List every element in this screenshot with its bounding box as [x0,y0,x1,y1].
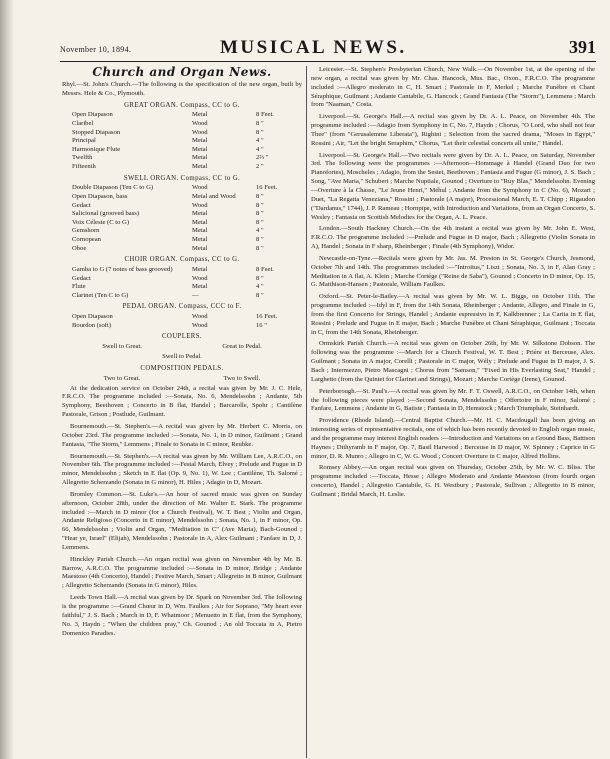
left-recital-reports [62,385,302,639]
stop-pitch: 4 " [256,145,264,153]
stop-pitch: 8 Feet. [256,265,274,273]
stop-pitch: 16 " [256,321,267,329]
rhyl-intro: Rhyl.—St. John's Church.—The following is the specification of the new organ, built by Messrs. Hele & Co., Plymouth. [62,80,302,97]
column-divider [306,66,307,758]
stop-name: Double Diapason (Ten C to G) [72,184,154,192]
recital-report: Providence (Rhode Island).—Central Baptist Church.—Mr. H. C. Macdougall has been giving an interesting series of representative recitals, one of which has been recently devoted to English organ music, and the programme may interest English readers :—Introduction and Variations on a Ground Bass, Battison Haynes ; Dithyramb in F major, Op. 7, Basil Harwood ; Berceuse in D major, W. Spinney ; Caprice in G minor, D. R. Munro ; Allegro in C, W. G. Wood ; Concert Overture in C major, Alfred Hollins. [311,417,595,460]
stop-row [72,120,292,129]
recital-report: Romsey Abbey.—An organ recital was given on Thursday, October 25th, by Mr. W. C. Bliss. The programme included :—Toccata, Hesse ; Allegro Moderato and Andante Maestoso (from fourth organ concerto), Handel ; Allegretto Cantabile, G. H. Westbury ; Pastorale, Sullivan ; Allegretto in B minor, Guilmant ; Bridal March, H. Leslie. [311,464,595,498]
stop-row [72,202,292,211]
recital-report: Newcastle-on-Tyne.—Recitals were given by Mr. Jas. M. Preston in St. George's Church, Jesmond, October 7th and 14th. The programmes included :—"Introitus," Liszt ; Sonata, No. 3, in F, Alan Gray ; Meditation in A flat, A. Klein ; Marche Cortége ("Reine de Saba"), Gounod ; Concerto in D minor, Op. 15, G. Matthison-Hansen ; Pastorale, William Faulkes. [311,254,595,289]
recital-report: Leeds Town Hall.—A recital was given by Dr. Spark on November 3rd. The following is the programme :—Grand Chœur in D, Wm. Faulkes ; Air for Soprano, "My heart ever faithful," J. S. Bach ; March in D, F. Whatmoor ; Menuetto in E flat, from the Symphony, No. 3, Haydn ; "When the children pray," Ch. Gounod ; An old Toccata in A, Pietro Domenico Paradies. [62,594,302,637]
coupler-item: Swell to Great. [102,343,142,351]
stop-pitch: 8 " [256,128,264,136]
stop-material: Metal [192,145,208,153]
stop-material: Metal [192,218,208,226]
couplers-title: COUPLERS. [161,333,203,341]
stop-row [72,193,292,202]
stop-pitch: 4 " [256,227,264,235]
right-column [311,66,595,503]
stop-material: Wood [192,274,208,282]
couplers-row [62,353,302,362]
stop-name: Cornopean [72,235,101,243]
stop-row [72,313,292,322]
recital-report: Bournemouth.—St. Stephen's.—A recital was given by Mr. William Lee, A.R.C.O., on November 6th. The programme included :—Festal March, Elvey ; Prelude and Fugue in D minor, Mendelssohn ; Sketch in E flat (Op. 9, No. 1), W. Lee ; Cantilène, Th. Salomé ; Allegretto Scherzando (Sonata in G minor), H. Hiles ; Adagio in D, Mozart. [62,452,302,487]
recital-report: Liverpool.—St. George's Hall.—A recital was given by Dr. A. L. Peace, on November 4th. The programme included :—Adagio from Symphony in C, No. 7, Haydn ; Chorus, "O Lord, who shall not fear Thee" (from "Gerusalemme Liberata"), Righini ; Selection from the sacred drama, "Moses in Egypt," Rossini ; Air, "Let the bright Seraphim," Chorus, "Let their celestial concerts all unite," Handel. [311,113,595,147]
stop-row [72,236,292,245]
stop-pitch: 4 " [256,137,264,145]
recital-report: Liverpool.—St. George's Hall.—Two recitals were given by Dr. A. L. Peace, on Saturday, November 3rd. The following were the programmes :—Afternoon—Hommage à Handel (Grand Duo for two Pianofortes), Moscheles ; Adagio, from the Sestet, Beethoven ; Fantasia and Fugue (G minor), J. S. Bach ; Song, "Ave Maria," Schubert ; Marche Nuptiale, Gounod ; Overture to "Ruy Blas," Mendelssohn. Evening—Overture à la Chasse, "Le Jeune Henri," Méhul ; Andante from the Symphony in C (No. 6), Mozart ; Duet, "La Regatta Veneziana," Rossini ; Pastorale (A major), Processional March, E. T. Chipp ; Rigaudon ("Dardanus," 1744), J. P. Rameau ; Hornpipe, with Introduction and Variations, from an Organ Concerto, S. Wesley ; Fantasia on Scottish Melodies for the Organ, A. L. Peace. [311,151,595,221]
stop-name: Voix Céleste (C to G) [72,218,130,226]
couplers-row [62,343,302,352]
stop-pitch: 8 Feet. [256,111,274,119]
stop-name: Oboe [72,244,87,252]
stop-row [72,283,292,292]
stop-material: — [192,291,199,299]
stop-name: Twelfth [72,154,93,162]
stop-row [72,146,292,155]
stop-pitch: 16 Feet. [256,313,278,321]
pedal-organ-stops [72,313,292,330]
stop-name: Principal [72,137,96,145]
swell-organ-title: SWELL ORGAN. Compass, CC to G. [123,174,241,182]
great-organ-stops [72,111,292,171]
stop-name: Harmonique Flute [72,145,121,153]
stop-material: Metal [192,154,208,162]
section-heading: Church and Organ News. [92,65,272,79]
recital-report: Hinckley Parish Church.—An organ recital was given on November 4th by Mr. B. Barrow, A.R.C.O. The programme included :—Sonata in D minor, Bridge ; Andante Maestoso (4th Concerto), Handel ; Festive March, Smart ; Allegretto in B minor, Guilmant ; Allegretto Scherzando (Sonata in G minor), Hiles. [62,555,302,590]
stop-material: Wood [192,128,208,136]
stop-row [72,227,292,236]
composition-pedals-row [62,375,302,384]
stop-name: Flute [72,283,86,291]
stop-row [72,322,292,331]
pedal-organ-title: PEDAL ORGAN. Compass, CCC to F. [122,303,242,311]
stop-material: Metal and Wood [192,192,236,200]
stop-material: Metal [192,283,208,291]
stop-row [72,111,292,120]
stop-material: Wood [192,184,208,192]
recital-report: At the dedication service on October 24th, a recital was given by Mr. J. C. Hele, F.R.C.O. The programme included :—Sonata, No. 6, Mendelssohn ; Andante, 5th Symphony, Beethoven ; Concerto in B flat, Handel ; Barcarolle, Spohr ; Cantilène Pastorale, Grison ; Postlude, Guilmant. [62,384,302,419]
stop-row [72,275,292,284]
stop-material: Metal [192,244,208,252]
recital-report: Bromley Common.—St. Luke's.—An hour of sacred music was given on Sunday afternoon, October 28th, under the direction of Mr. Walter E. Stark. The programme included :—March in D minor (for a Church Festival), W. T. Best ; Violin and Organ, Andante Religioso (Concerto in E minor), Mendelssohn ; Sonata, No. 1, in F minor, Op. 66, Mendelssohn ; Violin and Organ, "Meditation in C" (Ave Maria), Bach-Gounod ; "Hear ye, Israel" (Elijah), Mendelssohn ; Pastorale in A, Alex Guilmant ; Fanfare in D, J. Lemmens. [62,490,302,551]
stop-name: Gedact [72,274,91,282]
recital-report: Oxford.—St. Peter-le-Bailey.—A recital was given by Mr. W. L. Biggs, on October 11th. The programme included :—Idyl in F, from the 14th Sonata, Rheinberger ; Andante, Allegro, and Finale in G, from the first Concerto for Strings, Handel ; Andante espressivo in F, Kalkbrenner ; La Carita in E flat, Rossini ; Prelude and Fugue in E major, Bach ; Marche Funèbre et Chant Séraphique, Guilmant ; Toccata in C, from the 14th Sonata, Rheinberger. [311,293,595,336]
great-organ-title: GREAT ORGAN. Compass, CC to G. [124,101,240,109]
stop-name: Stopped Diapason [72,128,121,136]
stop-name: Open Diapason [72,111,113,119]
stop-name: Claribel [72,119,94,127]
stop-pitch: 4 " [256,283,264,291]
stop-name: Gedact [72,201,91,209]
stop-name: Fifteenth [72,162,96,170]
stop-name: Salicional (grooved bass) [72,210,140,218]
stop-name: Open Diapason [72,313,113,321]
page-header [60,37,596,59]
masthead-title: MUSICAL NEWS. [220,37,407,58]
stop-material: Wood [192,201,208,209]
stop-material: Metal [192,137,208,145]
page-number: 391 [569,37,596,57]
stop-pitch: 8 " [256,291,264,299]
stop-name: Gemshorn [72,227,100,235]
stop-pitch: 8 " [256,218,264,226]
recital-report: Leicester.—St. Stephen's Presbyterian Church, New Walk.—On November 1st, at the opening of the new organ, a recital was given by Mr. Chas. Hancock, Mus. Bac., Oxon., F.R.C.O. The programme included :—Allegro moderato in C, H. Smart ; Pastorale in F, Merkel ; Marche Funèbre et Chant Séraphique, Guilmant ; Andante Cantabile, G. Hancock ; Grand Fantasia (The "Storm"), Lemmens ; March from "Naaman," Costa. [311,66,595,109]
stop-material: Metal [192,111,208,119]
choir-organ-title: CHOIR ORGAN. Compass, CC to G. [124,256,240,264]
stop-material: Metal [192,162,208,170]
stop-row [72,129,292,138]
stop-pitch: 8 " [256,192,264,200]
stop-pitch: 8 " [256,210,264,218]
recital-report: Bournemouth.—St. Stephen's.—A recital was given by Mr. Herbert C. Morris, on October 23rd. The programme included :—Sonata, No. 1, in D minor, Guilmant ; Grand Fantasia, "The Storm," Lemmens ; Finale to Sonata in C minor, Reubke. [62,422,302,448]
recital-report: Ormskirk Parish Church.—A recital was given on October 26th, by Mr. W. Silkstone Dobson. The following was the programme :—March for a Church Festival, W. T. Best ; Prière et Berceuse, Alex. Guilmant ; Sonata in A major, Corelli ; Pastorale in C major, Wély ; Prelude and Fugue in D major, J. S. Bach ; Intermezzo, Pietro Mascagni ; Chorus from "Samson," "Fixed in His Everlasting Seat," Handel ; Larghetto (from the Quintet for Clarinet and Strings), Mozart ; Marche Cortège (Irene), Gounod. [311,340,595,383]
stop-material: Wood [192,321,208,329]
right-recital-reports [311,66,595,500]
stop-material: Metal [192,227,208,235]
stop-pitch: 8 " [256,235,264,243]
choir-organ-stops [72,266,292,300]
stop-pitch: 8 " [256,274,264,282]
stop-pitch: 16 Feet. [256,184,278,192]
stop-row [72,219,292,228]
composition-pedal-item: Two to Great. [103,374,141,382]
stop-material: Metal [192,210,208,218]
stop-name: Gamba to G (7 notes of bass grooved) [72,265,173,273]
header-rule [60,61,596,62]
stop-material: Wood [192,119,208,127]
issue-date: November 10, 1894. [60,45,132,54]
page-gutter-shadow [0,0,14,759]
stop-pitch: 8 " [256,119,264,127]
stop-pitch: 8 " [256,244,264,252]
stop-row [72,184,292,193]
composition-pedals-title: COMPOSITION PEDALS. [140,364,224,372]
stop-pitch: 2 " [256,162,264,170]
coupler-item: Swell to Pedal. [162,353,202,361]
stop-pitch: 8 " [256,201,264,209]
swell-organ-stops [72,184,292,253]
left-column [62,66,302,641]
stop-name: Open Diapason, bass [72,192,128,200]
recital-report: Peterborough.—St. Paul's.—A recital was given by Mr. F. T. Oswell, A.R.C.O., on October 14th, when the following pieces were played :—Second Sonata, Mendelssohn ; Offertoire in F minor, Salomé ; Fanfare, Lemmens ; Andante in G, Batiste ; Fantasia in D, Hemstock ; March Triumphale, Steinhardt. [311,387,595,413]
stop-row [72,210,292,219]
coupler-item: Great to Pedal. [222,343,262,351]
stop-material: Metal [192,265,208,273]
stop-row [72,292,292,301]
stop-name: Bourdon (soft) [72,321,112,329]
stop-material: Wood [192,313,208,321]
recital-report: London.—South Hackney Church.—On the 4th instant a recital was given by Mr. John E. West, F.R.C.O. The programme included :—Prelude and Fugue in D major, Bach ; Allegretto (Violin Sonata in A), Handel ; Sonata in F sharp, Rheinberger ; Finale (4th Symphony), Widor. [311,225,595,251]
stop-row [72,245,292,254]
stop-row [72,137,292,146]
stop-material: Metal [192,235,208,243]
stop-row [72,154,292,163]
stop-pitch: 2⅔ " [256,154,269,162]
stop-row [72,266,292,275]
stop-name: Clarinet (Ten C to G) [72,291,129,299]
composition-pedal-item: Two to Swell. [223,374,261,382]
stop-row [72,163,292,172]
